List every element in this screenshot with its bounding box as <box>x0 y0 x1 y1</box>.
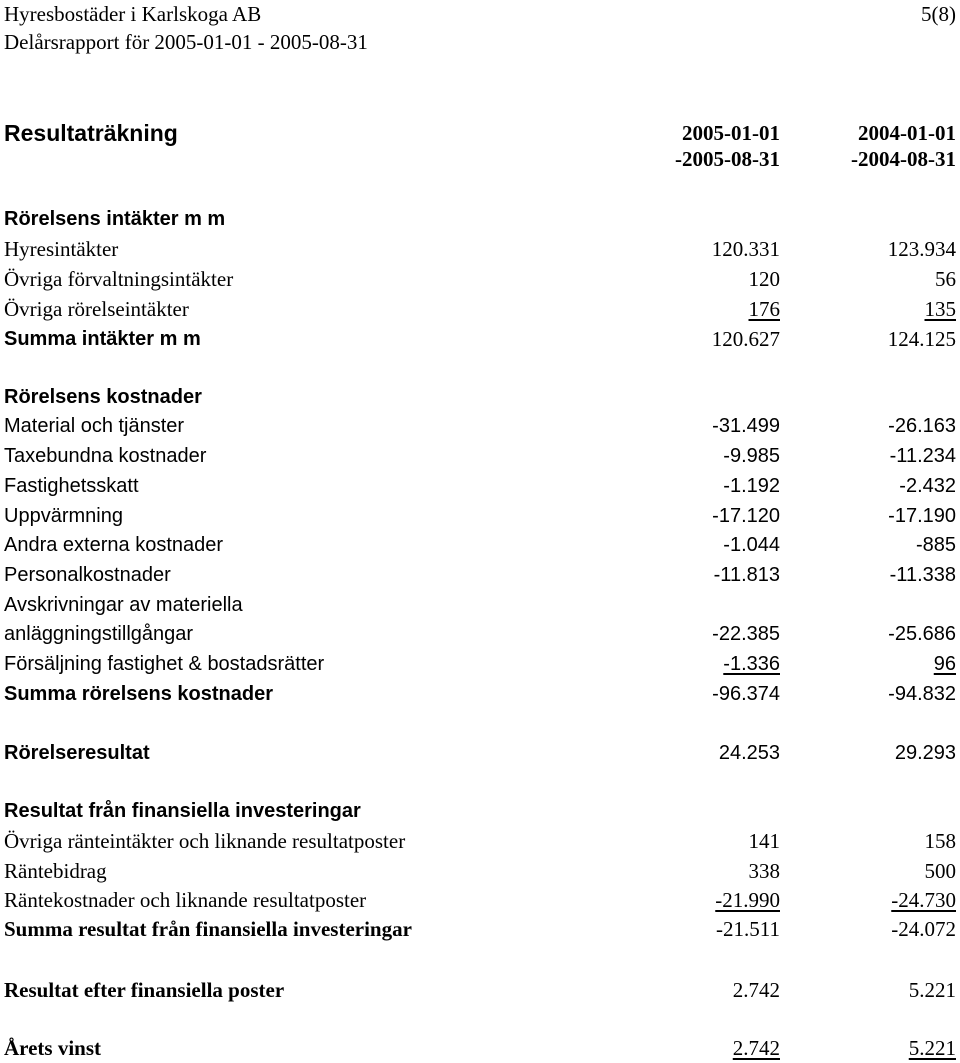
value-current: 120.331 <box>711 237 780 261</box>
value-previous: -17.190 <box>888 505 956 527</box>
table-row <box>4 294 956 324</box>
period-previous-end: -2004-08-31 <box>851 147 956 171</box>
row-label: Avskrivningar av materiella <box>4 594 243 616</box>
value-previous: -94.832 <box>888 683 956 705</box>
period-current-start: 2005-01-01 <box>682 121 780 145</box>
row-label: Rörelsens intäkter m m <box>4 208 226 230</box>
report-title: Delårsrapport för 2005-01-01 - 2005-08-31 <box>4 30 368 54</box>
table-row <box>4 649 956 679</box>
statement-heading-row-2 <box>4 144 956 174</box>
table-row <box>4 826 956 856</box>
value-previous: 29.293 <box>894 742 956 764</box>
row-label: Hyresintäkter <box>4 237 119 261</box>
row-label: Räntebidrag <box>4 859 107 883</box>
value-current: -9.985 <box>723 445 780 467</box>
row-label: Övriga rörelseintäkter <box>4 297 189 321</box>
table-row <box>4 441 956 471</box>
row-label: Summa intäkter m m <box>4 328 201 350</box>
value-previous: 123.934 <box>887 237 956 261</box>
row-label: Rörelsens kostnader <box>4 386 202 408</box>
value-current: -22.385 <box>712 623 780 645</box>
value-previous: 96 <box>933 653 956 675</box>
value-current: 2.742 <box>732 978 780 1002</box>
row-label: Uppvärmning <box>4 505 123 527</box>
table-row <box>4 856 956 886</box>
value-current: -96.374 <box>712 683 780 705</box>
value-previous: 500 <box>924 859 956 883</box>
page-number: 5(8) <box>921 2 956 26</box>
value-previous: 5.221 <box>908 978 956 1002</box>
result-row <box>4 738 956 768</box>
header-line-2 <box>4 28 956 56</box>
value-current: -31.499 <box>712 415 780 437</box>
value-previous: -26.163 <box>888 415 956 437</box>
section-heading <box>4 382 956 412</box>
value-previous: -11.234 <box>889 445 956 467</box>
value-current: -11.813 <box>713 564 780 586</box>
row-label: Andra externa kostnader <box>4 534 224 556</box>
row-label: Försäljning fastighet & bostadsrätter <box>4 653 325 675</box>
section-heading <box>4 796 956 826</box>
value-previous: -885 <box>915 534 956 556</box>
table-row <box>4 619 956 649</box>
row-label: Räntekostnader och liknande resultatposter <box>4 888 367 912</box>
row-label: Material och tjänster <box>4 415 185 437</box>
table-row <box>4 264 956 294</box>
sum-row <box>4 324 956 354</box>
value-current: 120.627 <box>711 327 780 351</box>
value-current: 338 <box>748 859 780 883</box>
table-row <box>4 411 956 441</box>
value-previous: 158 <box>924 829 956 853</box>
value-current: 141 <box>748 829 780 853</box>
value-previous: -24.730 <box>891 888 956 912</box>
value-current: -1.192 <box>723 475 780 497</box>
value-previous: -25.686 <box>888 623 956 645</box>
value-previous: 56 <box>935 267 956 291</box>
value-current: -17.120 <box>712 505 780 527</box>
row-label: Personalkostnader <box>4 564 171 586</box>
value-previous: -24.072 <box>891 917 956 941</box>
section-heading <box>4 204 956 234</box>
value-current: -1.336 <box>723 653 780 675</box>
table-row <box>4 530 956 560</box>
row-label: Taxebundna kostnader <box>4 445 207 467</box>
statement-title: Resultaträkning <box>4 120 178 146</box>
value-current: -1.044 <box>723 534 780 556</box>
row-label: Resultat från finansiella investeringar <box>4 800 361 822</box>
table-row <box>4 471 956 501</box>
value-current: 24.253 <box>718 742 780 764</box>
value-previous: 5.221 <box>908 1036 956 1060</box>
row-label: Övriga ränteintäkter och liknande resultatposter <box>4 829 406 853</box>
sum-row <box>4 914 956 944</box>
value-current: -21.990 <box>715 888 780 912</box>
value-previous: -2.432 <box>899 475 956 497</box>
row-label: anläggningstillgångar <box>4 623 194 645</box>
table-row <box>4 501 956 531</box>
table-row <box>4 885 956 915</box>
value-current: 176 <box>748 297 780 321</box>
page-header <box>4 0 956 56</box>
sum-row <box>4 679 956 709</box>
table-row <box>4 590 956 620</box>
net-profit-row <box>4 1033 956 1063</box>
row-label: Rörelseresultat <box>4 742 150 764</box>
row-label: Resultat efter finansiella poster <box>4 978 285 1002</box>
value-previous: 124.125 <box>887 327 956 351</box>
header-line-1 <box>4 0 956 28</box>
value-previous: 135 <box>924 297 956 321</box>
value-previous: -11.338 <box>889 564 956 586</box>
company-name: Hyresbostäder i Karlskoga AB <box>4 2 262 26</box>
table-row <box>4 560 956 590</box>
table-row <box>4 234 956 264</box>
value-current: -21.511 <box>716 917 780 941</box>
result-row <box>4 975 956 1005</box>
row-label: Årets vinst <box>4 1036 102 1060</box>
row-label: Övriga förvaltningsintäkter <box>4 267 234 291</box>
row-label: Summa rörelsens kostnader <box>4 683 273 705</box>
value-current: 120 <box>748 267 780 291</box>
row-label: Summa resultat från finansiella investeringar <box>4 917 412 941</box>
period-current-end: -2005-08-31 <box>675 147 780 171</box>
row-label: Fastighetsskatt <box>4 475 139 497</box>
value-current: 2.742 <box>732 1036 780 1060</box>
period-previous-start: 2004-01-01 <box>858 121 956 145</box>
